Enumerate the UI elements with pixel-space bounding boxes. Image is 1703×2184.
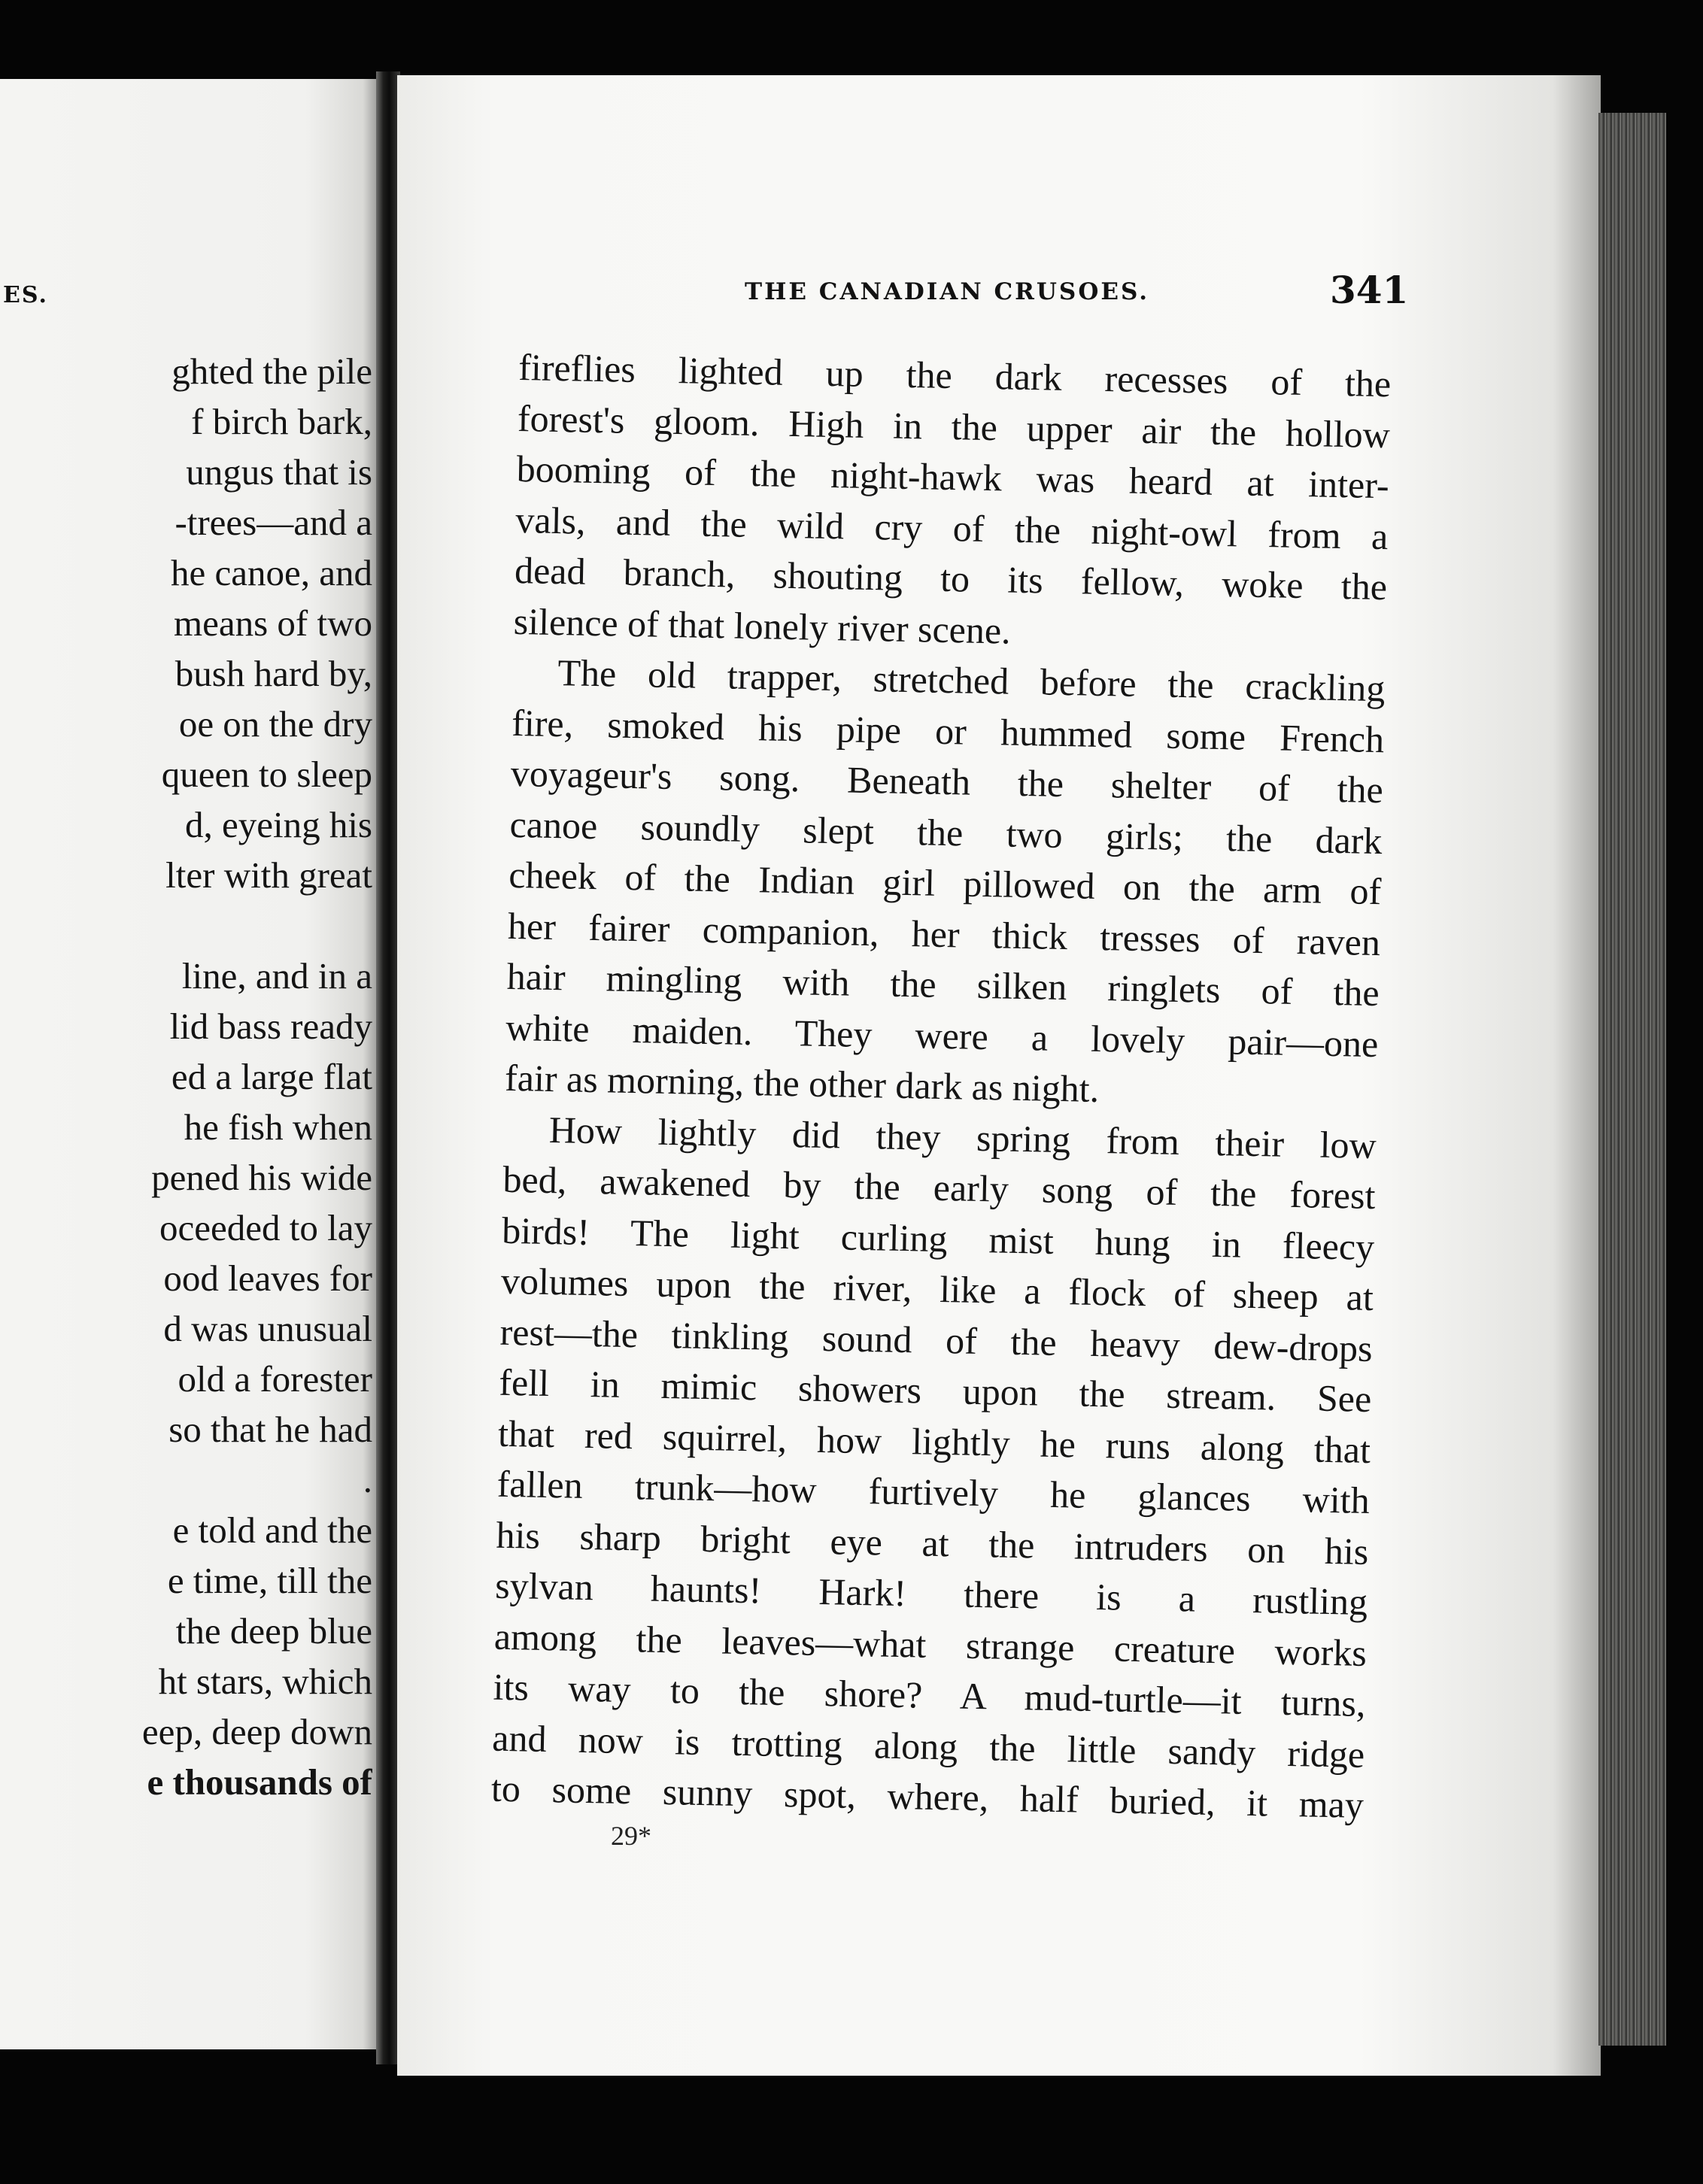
text-line: sylvan haunts! Hark! there is a rustling bbox=[494, 1564, 1368, 1623]
text-line: that red squirrel, how lightly he runs along that bbox=[497, 1412, 1371, 1471]
text-line: fallen trunk—how furtively he glances with bbox=[496, 1462, 1371, 1521]
running-head: THE CANADIAN CRUSOES. bbox=[745, 278, 1150, 305]
text-line: among the leaves—what strange creature works bbox=[493, 1615, 1368, 1674]
left-line: ht stars, which bbox=[158, 1661, 372, 1702]
text-line: voyageur's song. Beneath the shelter of the bbox=[510, 751, 1384, 811]
left-line: d, eyeing his bbox=[184, 804, 372, 845]
left-line: he fish when bbox=[184, 1106, 372, 1148]
left-line: ood leaves for bbox=[163, 1257, 372, 1299]
left-line: oe on the dry bbox=[178, 703, 372, 745]
text-line: cheek of the Indian girl pillowed on the arm of bbox=[508, 853, 1382, 913]
left-line: queen to sleep bbox=[161, 754, 372, 795]
text-line: forest's gloom. High in the upper air the hollow bbox=[517, 396, 1391, 456]
left-line: f birch bark, bbox=[191, 401, 372, 442]
left-line: ed a large flat bbox=[171, 1056, 372, 1097]
text-line: his sharp bright eye at the intruders on his bbox=[496, 1513, 1369, 1573]
left-line: -trees—and a bbox=[175, 502, 372, 543]
text-line: silence of that lonely river scene. bbox=[513, 599, 1012, 652]
text-line: booming of the night-hawk was heard at inter- bbox=[516, 447, 1390, 507]
left-line: means of two bbox=[174, 602, 372, 644]
left-line bbox=[0, 900, 372, 951]
left-line: the deep blue bbox=[175, 1610, 372, 1652]
left-running-head: ES. bbox=[3, 282, 48, 308]
text-line: vals, and the wild cry of the night-owl from a bbox=[515, 498, 1389, 557]
left-line: eep, deep down bbox=[141, 1711, 372, 1752]
left-line: ghted the pile bbox=[172, 350, 372, 392]
text-line: rest—the tinkling sound of the heavy dew-drops bbox=[499, 1310, 1374, 1370]
text-line: white maiden. They were a lovely pair—one bbox=[505, 1006, 1379, 1065]
text-line: fireflies lighted up the dark recesses of the bbox=[518, 345, 1392, 405]
text-line: fell in mimic showers upon the stream. See bbox=[498, 1360, 1372, 1421]
left-line: old a forester bbox=[178, 1358, 372, 1400]
left-line: line, and in a bbox=[181, 955, 372, 996]
text-line: her fairer companion, her thick tresses of raven bbox=[507, 904, 1381, 963]
text-line: How lightly did they spring from their low bbox=[548, 1108, 1377, 1166]
left-line: lid bass ready bbox=[169, 1006, 372, 1047]
text-line: its way to the shore? A mud-turtle—it turns, bbox=[493, 1665, 1366, 1724]
text-line: The old trapper, stretched before the crackling bbox=[557, 651, 1386, 710]
text-line: fire, smoked his pipe or hummed some French bbox=[511, 701, 1385, 760]
page-body-text bbox=[490, 342, 1391, 1831]
text-line: and now is trotting along the little sandy ridge bbox=[491, 1716, 1365, 1776]
left-line: oceeded to lay bbox=[159, 1207, 372, 1248]
text-line: birds! The light curling mist hung in fleecy bbox=[501, 1209, 1375, 1268]
left-line: ungus that is bbox=[186, 451, 372, 493]
left-page-text bbox=[0, 346, 372, 1807]
left-line: pened his wide bbox=[151, 1157, 372, 1198]
left-facing-page bbox=[0, 79, 382, 2049]
left-line: lter with great bbox=[165, 854, 372, 896]
text-line: bed, awakened by the early song of the forest bbox=[502, 1157, 1376, 1218]
left-line: e told and the bbox=[172, 1509, 372, 1551]
text-line: fair as morning, the other dark as night. bbox=[504, 1056, 1100, 1110]
left-line: so that he had bbox=[168, 1409, 372, 1450]
left-line: . bbox=[363, 1459, 372, 1500]
text-line: hair mingling with the silken ringlets of the bbox=[506, 954, 1380, 1015]
text-line: canoe soundly slept the two girls; the dark bbox=[509, 802, 1383, 862]
left-line: he canoe, and bbox=[171, 552, 372, 593]
left-line: e thousands of bbox=[147, 1761, 372, 1803]
left-line: d was unusual bbox=[163, 1308, 372, 1349]
text-line: volumes upon the river, like a flock of sheep at bbox=[500, 1259, 1374, 1319]
left-line: bush hard by, bbox=[175, 653, 372, 694]
page-number: 341 bbox=[1330, 268, 1409, 312]
left-line: e time, till the bbox=[167, 1560, 372, 1601]
page-edges bbox=[1598, 113, 1666, 2046]
text-line: to some sunny spot, where, half buried, it may bbox=[490, 1767, 1365, 1826]
text-line: dead branch, shouting to its fellow, woke the bbox=[514, 548, 1388, 608]
signature-mark: 29* bbox=[611, 1821, 651, 1851]
